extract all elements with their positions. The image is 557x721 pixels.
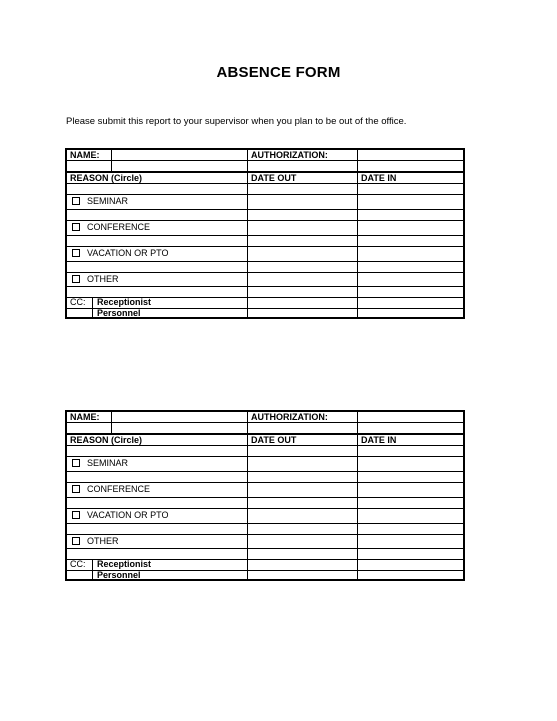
date-in-label: DATE IN <box>361 435 397 445</box>
vacation-label: VACATION OR PTO <box>87 510 169 520</box>
authorization-label: AUTHORIZATION: <box>251 150 328 160</box>
cc-label: CC: <box>70 559 86 569</box>
cc-receptionist: Receptionist <box>97 559 152 569</box>
seminar-label: SEMINAR <box>87 196 129 206</box>
other-label: OTHER <box>87 274 119 284</box>
cc-receptionist: Receptionist <box>97 297 152 307</box>
date-out-label: DATE OUT <box>251 435 297 445</box>
authorization-label: AUTHORIZATION: <box>251 412 328 422</box>
conference-checkbox[interactable] <box>72 223 80 231</box>
other-checkbox[interactable] <box>72 275 80 283</box>
cc-personnel: Personnel <box>97 570 141 580</box>
conference-checkbox[interactable] <box>72 485 80 493</box>
other-checkbox[interactable] <box>72 537 80 545</box>
seminar-checkbox[interactable] <box>72 459 80 467</box>
reason-label: REASON (Circle) <box>70 173 143 183</box>
seminar-checkbox[interactable] <box>72 197 80 205</box>
form-title: ABSENCE FORM <box>216 64 341 81</box>
absence-form-2 <box>65 410 465 581</box>
vacation-label: VACATION OR PTO <box>87 248 169 258</box>
cc-personnel: Personnel <box>97 308 141 318</box>
absence-form-1 <box>65 148 465 319</box>
cc-label: CC: <box>70 297 86 307</box>
conference-label: CONFERENCE <box>87 484 151 494</box>
name-label: NAME: <box>70 412 100 422</box>
vacation-checkbox[interactable] <box>72 249 80 257</box>
vacation-checkbox[interactable] <box>72 511 80 519</box>
date-in-label: DATE IN <box>361 173 397 183</box>
name-label: NAME: <box>70 150 100 160</box>
date-out-label: DATE OUT <box>251 173 297 183</box>
conference-label: CONFERENCE <box>87 222 151 232</box>
seminar-label: SEMINAR <box>87 458 129 468</box>
other-label: OTHER <box>87 536 119 546</box>
reason-label: REASON (Circle) <box>70 435 143 445</box>
instructions-text: Please submit this report to your supervisor when you plan to be out of the office. <box>66 116 407 127</box>
